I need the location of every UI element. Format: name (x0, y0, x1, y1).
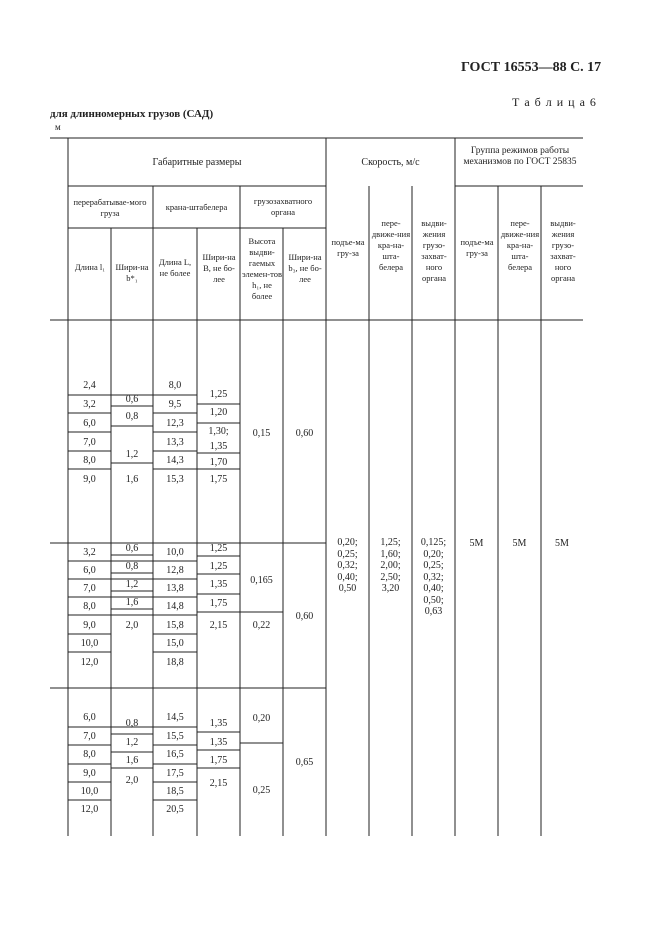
table-cell: 0,25 (252, 785, 271, 796)
table-cell: 1,30; (208, 426, 229, 437)
header-speed: Скорость, м/с (361, 157, 420, 168)
table-cell: 10,0 (80, 786, 99, 797)
table-cell: 8,0 (83, 601, 96, 612)
header-length-l: Длина l₁ (74, 262, 106, 272)
header-width-B: Шири-на B, не бо-лее (202, 252, 236, 284)
table-cell: 1,2 (125, 737, 139, 748)
table-cell: 10,0 (80, 638, 99, 649)
header-width-b3: Шири-на b₃, не бо-лее (288, 252, 322, 284)
table-cell: 0,20; (423, 548, 444, 560)
table-cell: 7,0 (83, 731, 96, 742)
header-group-lift: подъе-ма гру-за (460, 237, 494, 258)
table-cell: 9,5 (168, 399, 182, 410)
table-cell: 0,22 (252, 620, 271, 631)
table-cell: 18,5 (166, 786, 184, 797)
header-travel: пере-движе-ния кра-на-шта-белера (371, 218, 411, 272)
table-cell: 15,8 (166, 620, 184, 631)
table-cell: 10,0 (166, 547, 184, 558)
table-cell: 0,40; (337, 571, 358, 583)
table-label: Т а б л и ц а 6 (512, 95, 597, 109)
table-cell: 1,6 (125, 597, 139, 608)
table-cell: 0,20 (252, 713, 271, 724)
table-cell: 2,4 (83, 380, 96, 391)
header-cargo: перерабатывае-мого груза (73, 197, 147, 218)
speed-travel-values (369, 537, 412, 595)
table-cell: 18,8 (166, 657, 184, 668)
table-cell: 0,25; (423, 560, 444, 571)
header-height-h: Высота выдви-гаемых элемен-тов h₁, не более (242, 236, 282, 301)
table-cell: 0,6 (125, 543, 139, 554)
table-cell: 2,0 (125, 775, 139, 786)
table-cell: 8,0 (83, 455, 96, 466)
mode-extend: 5М (555, 538, 569, 549)
table-cell: 1,75 (209, 598, 228, 609)
table-cell: 7,0 (83, 583, 96, 594)
table-cell: 0,60 (295, 428, 314, 439)
table-cell: 9,0 (83, 620, 96, 631)
header-crane: крана-штабелера (165, 202, 228, 212)
table-cell: 1,25 (209, 389, 228, 400)
table-cell: 0,8 (125, 411, 139, 422)
table-cell: 2,0 (125, 620, 139, 631)
table-cell: 1,25; (380, 537, 401, 548)
table-cell: 12,0 (80, 804, 99, 815)
table-cell: 0,15 (252, 428, 271, 439)
table-cell: 8,0 (83, 749, 96, 760)
table-cell: 0,20; (337, 537, 358, 548)
header-group-travel: пере-движе-ния кра-на-шта-белера (500, 218, 540, 272)
header-lift: подъе-ма гру-за (331, 237, 365, 258)
table-cell: 12,3 (166, 418, 184, 429)
table-cell: 1,35 (209, 737, 228, 748)
table-cell: 15,5 (166, 731, 184, 742)
table-cell: 0,125; (420, 537, 447, 548)
table-subtitle: для длинномерных грузов (САД) (50, 108, 214, 120)
header-organ: грузозахватного органа (253, 196, 313, 217)
table-cell: 0,32; (423, 571, 444, 583)
table-cell: 2,15 (209, 778, 228, 789)
table-cell: 3,2 (83, 399, 96, 410)
table-cell: 14,3 (166, 455, 184, 466)
table-cell: 1,35 (209, 579, 228, 590)
table-cell: 0,65 (295, 757, 314, 768)
speed-lift-values (326, 537, 369, 595)
table-cell: 1,6 (125, 474, 139, 485)
table-cell: 0,8 (125, 718, 139, 729)
table-cell: 1,60; (380, 548, 401, 560)
table-cell: 13,3 (166, 437, 184, 448)
table-cell: 12,0 (80, 657, 99, 668)
mode-lift: 5М (469, 538, 484, 549)
mode-travel: 5М (512, 538, 527, 549)
table-cell: 8,0 (168, 380, 182, 391)
table-cell: 1,2 (125, 449, 139, 460)
table-cell: 6,0 (83, 712, 96, 723)
table-cell: 0,40; (423, 583, 444, 594)
table-cell: 1,35 (209, 441, 228, 452)
table-cell: 20,5 (166, 804, 184, 815)
table-cell: 12,8 (166, 565, 184, 576)
table-cell: 13,8 (166, 583, 184, 594)
document-title: ГОСТ 16553—88 С. 17 (461, 60, 602, 75)
table-cell: 1,20 (209, 407, 228, 418)
header-gabarit: Габаритные размеры (152, 157, 242, 168)
table-cell: 7,0 (83, 437, 96, 448)
table-cell: 1,2 (125, 579, 139, 590)
table-cell: 3,20 (381, 583, 400, 594)
table-cell: 15,0 (166, 638, 184, 649)
header-length-L: Длина L, не более (158, 257, 192, 278)
table-cell: 0,165 (250, 575, 273, 586)
unit-label: м (55, 122, 61, 132)
table-cell: 0,50 (338, 583, 357, 594)
table-cell: 6,0 (83, 565, 96, 576)
table-cell: 17,5 (166, 768, 184, 779)
table-cell: 16,5 (166, 749, 184, 760)
table-cell: 3,2 (83, 547, 96, 558)
table-cell: 1,25 (209, 561, 228, 572)
header-group-extend: выдви-жения грузо-захват-ного органа (550, 218, 576, 283)
table-cell: 0,25; (337, 548, 358, 560)
table-cell: 15,3 (166, 474, 184, 485)
table-cell: 0,50; (423, 594, 444, 606)
table-cell: 9,0 (83, 768, 96, 779)
table-cell: 0,6 (125, 394, 139, 405)
table-cell: 0,8 (125, 561, 139, 572)
table-cell: 2,00; (380, 560, 401, 571)
table-cell: 1,25 (209, 543, 228, 554)
header-extend: выдви-жения грузо-захват-ного органа (421, 218, 447, 283)
table-cell: 1,35 (209, 718, 228, 729)
table-cell: 14,5 (166, 712, 184, 723)
table-cell: 14,8 (166, 601, 184, 612)
table-cell: 2,50; (380, 571, 401, 583)
table-cell: 0,60 (295, 611, 314, 622)
table-cell: 2,15 (209, 620, 228, 631)
table-cell: 9,0 (83, 474, 96, 485)
table-cell: 1,75 (209, 755, 228, 766)
header-group: Группа режимов работы механизмов по ГОСТ 25835 (463, 146, 577, 167)
table-cell: 1,70 (209, 457, 228, 468)
table-cell: 1,75 (209, 474, 228, 485)
table-cell: 0,63 (424, 606, 443, 617)
table-cell: 1,6 (125, 755, 139, 766)
table-cell: 0,32; (337, 560, 358, 571)
header-width-b: Шири-на b*₁ (115, 262, 149, 283)
table-cell: 6,0 (83, 418, 96, 429)
speed-extend-values (412, 537, 455, 618)
